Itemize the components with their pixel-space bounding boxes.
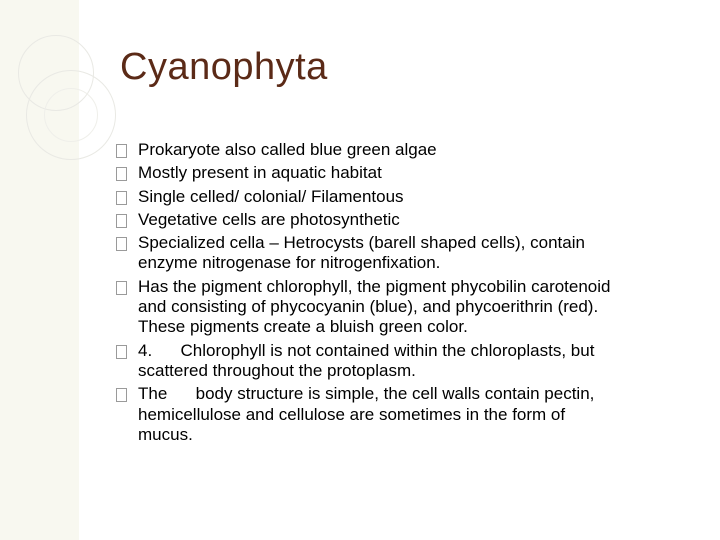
bullet-box-icon (116, 214, 127, 228)
bullet-box-icon (116, 191, 127, 205)
bullet-box-icon (116, 388, 127, 402)
bullet-text: Specialized cella – Hetrocysts (barell shaped cells), contain enzyme nitrogenase for nitrogenfixation. (138, 233, 585, 273)
bullet-text: The body structure is simple, the cell walls contain pectin, hemicellulose and cellulose are sometimes in the form of mucus. (138, 384, 595, 444)
bullet-text: Vegetative cells are photosynthetic (138, 209, 400, 229)
bullet-text: Mostly present in aquatic habitat (138, 163, 382, 183)
bullet-text: 4. Chlorophyll is not contained within the chloroplasts, but scattered throughout the protoplasm. (138, 340, 595, 380)
bullet-text: Has the pigment chlorophyll, the pigment phycobilin carotenoid and consisting of phycocyanin (blue), and phycoerithrin (red). These pigments create a bluish green color. (138, 276, 611, 337)
bullet-box-icon (116, 167, 127, 181)
bullet-item (116, 210, 616, 230)
bullet-item (116, 163, 616, 183)
bullet-list (116, 140, 616, 445)
slide-title: Cyanophyta (120, 46, 328, 88)
bullet-box-icon (116, 281, 127, 295)
bullet-item (116, 233, 616, 274)
bullet-item (116, 277, 616, 338)
bullet-text: Prokaryote also called blue green algae (138, 140, 437, 159)
bullet-box-icon (116, 237, 127, 251)
decorative-ring (44, 88, 98, 142)
bullet-item (116, 341, 616, 382)
bullet-box-icon (116, 144, 127, 158)
bullet-box-icon (116, 345, 127, 359)
bullet-text: Single celled/ colonial/ Filamentous (138, 186, 404, 206)
bullet-item (116, 187, 616, 207)
bullet-item (116, 140, 616, 160)
bullet-item (116, 384, 616, 445)
